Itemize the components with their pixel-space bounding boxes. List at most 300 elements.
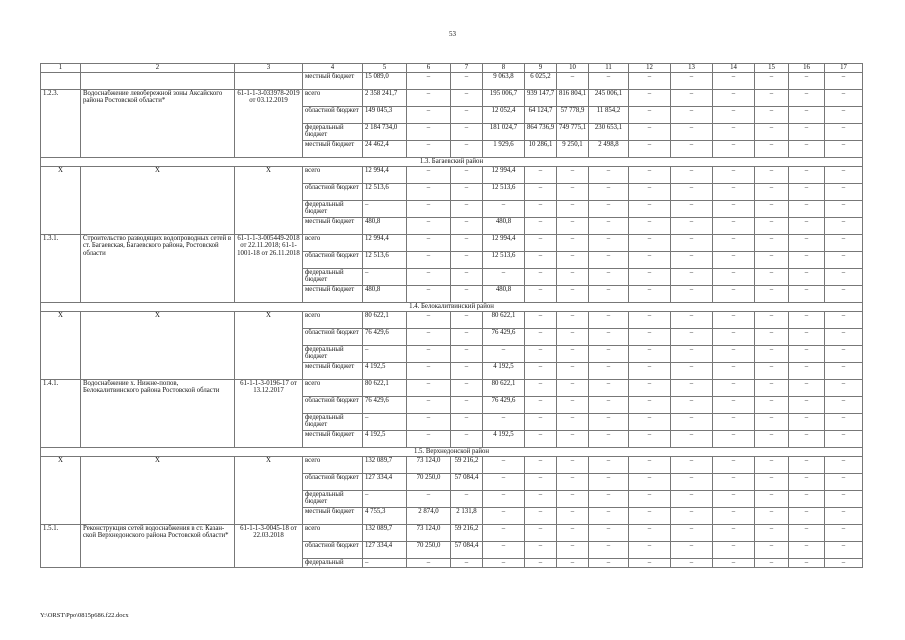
- amount-cell: –: [407, 90, 451, 107]
- amount-cell: 12 513,6: [483, 184, 525, 201]
- amount-cell: –: [451, 252, 483, 269]
- funding-source: федеральный бюджет: [303, 491, 363, 508]
- amount-cell: –: [407, 346, 451, 363]
- amount-cell: –: [713, 474, 755, 491]
- row-number: 1.4.1.: [41, 380, 81, 448]
- amount-cell: –: [589, 508, 629, 525]
- amount-cell: –: [629, 397, 671, 414]
- amount-cell: –: [789, 491, 825, 508]
- amount-cell: –: [525, 218, 557, 235]
- amount-cell: –: [713, 508, 755, 525]
- amount-cell: –: [557, 252, 589, 269]
- amount-cell: 127 334,4: [363, 542, 407, 559]
- amount-cell: 480,8: [363, 218, 407, 235]
- amount-cell: –: [629, 508, 671, 525]
- amount-cell: –: [589, 414, 629, 431]
- amount-cell: –: [557, 542, 589, 559]
- amount-cell: 11 854,2: [589, 107, 629, 124]
- amount-cell: –: [589, 235, 629, 252]
- amount-cell: –: [713, 363, 755, 380]
- amount-cell: –: [825, 329, 863, 346]
- budget-table: [40, 63, 863, 568]
- funding-source: областной бюджет: [303, 252, 363, 269]
- amount-cell: –: [451, 201, 483, 218]
- amount-cell: –: [525, 329, 557, 346]
- amount-cell: –: [671, 184, 713, 201]
- amount-cell: –: [671, 141, 713, 158]
- amount-cell: 80 622,1: [363, 380, 407, 397]
- amount-cell: –: [671, 346, 713, 363]
- amount-cell: 4 192,5: [363, 363, 407, 380]
- amount-cell: –: [755, 201, 789, 218]
- amount-cell: –: [671, 414, 713, 431]
- amount-cell: –: [525, 167, 557, 184]
- amount-cell: –: [407, 141, 451, 158]
- amount-cell: –: [589, 542, 629, 559]
- amount-cell: –: [407, 184, 451, 201]
- amount-cell: –: [557, 457, 589, 474]
- amount-cell: –: [789, 269, 825, 286]
- amount-cell: –: [789, 457, 825, 474]
- amount-cell: –: [407, 252, 451, 269]
- amount-cell: –: [557, 329, 589, 346]
- amount-cell: –: [671, 525, 713, 542]
- amount-cell: –: [451, 380, 483, 397]
- amount-cell: –: [589, 491, 629, 508]
- funding-source: областной бюджет: [303, 542, 363, 559]
- amount-cell: 816 804,1: [557, 90, 589, 107]
- amount-cell: –: [557, 346, 589, 363]
- amount-cell: –: [407, 124, 451, 141]
- amount-cell: 76 429,6: [363, 329, 407, 346]
- object-code: Х: [235, 167, 303, 235]
- amount-cell: –: [525, 397, 557, 414]
- amount-cell: –: [671, 380, 713, 397]
- amount-cell: –: [755, 235, 789, 252]
- amount-cell: –: [451, 346, 483, 363]
- object-name: Х: [81, 457, 235, 525]
- column-header: 14: [713, 64, 755, 73]
- amount-cell: –: [451, 329, 483, 346]
- amount-cell: –: [589, 431, 629, 448]
- amount-cell: 64 124,7: [525, 107, 557, 124]
- table-cell: –: [589, 73, 629, 90]
- column-header: 1: [41, 64, 81, 73]
- amount-cell: –: [755, 124, 789, 141]
- amount-cell: –: [825, 252, 863, 269]
- amount-cell: –: [363, 346, 407, 363]
- amount-cell: 480,8: [483, 218, 525, 235]
- amount-cell: –: [525, 525, 557, 542]
- amount-cell: –: [671, 201, 713, 218]
- amount-cell: –: [755, 474, 789, 491]
- amount-cell: –: [557, 474, 589, 491]
- amount-cell: –: [629, 559, 671, 568]
- amount-cell: –: [825, 167, 863, 184]
- column-header: 13: [671, 64, 713, 73]
- amount-cell: –: [363, 269, 407, 286]
- amount-cell: –: [825, 141, 863, 158]
- amount-cell: –: [713, 457, 755, 474]
- amount-cell: –: [525, 312, 557, 329]
- table-cell: –: [557, 73, 589, 90]
- amount-cell: –: [713, 124, 755, 141]
- amount-cell: 80 622,1: [483, 380, 525, 397]
- amount-cell: –: [589, 167, 629, 184]
- amount-cell: –: [671, 508, 713, 525]
- amount-cell: –: [629, 491, 671, 508]
- amount-cell: –: [557, 525, 589, 542]
- amount-cell: –: [525, 363, 557, 380]
- amount-cell: –: [713, 218, 755, 235]
- amount-cell: –: [407, 312, 451, 329]
- amount-cell: –: [671, 542, 713, 559]
- amount-cell: –: [557, 491, 589, 508]
- amount-cell: –: [755, 380, 789, 397]
- amount-cell: –: [671, 124, 713, 141]
- funding-source: местный бюджет: [303, 218, 363, 235]
- amount-cell: 939 147,7: [525, 90, 557, 107]
- funding-source: местный бюджет: [303, 431, 363, 448]
- funding-source: всего: [303, 235, 363, 252]
- amount-cell: –: [629, 201, 671, 218]
- amount-cell: –: [525, 474, 557, 491]
- amount-cell: –: [483, 201, 525, 218]
- amount-cell: –: [825, 525, 863, 542]
- amount-cell: –: [671, 90, 713, 107]
- funding-source: федеральный бюджет: [303, 346, 363, 363]
- table-row: [41, 73, 863, 90]
- amount-cell: –: [789, 201, 825, 218]
- amount-cell: –: [713, 559, 755, 568]
- amount-cell: 864 736,9: [525, 124, 557, 141]
- amount-cell: –: [407, 218, 451, 235]
- amount-cell: –: [825, 559, 863, 568]
- table-row: [41, 525, 863, 542]
- amount-cell: –: [451, 431, 483, 448]
- amount-cell: –: [451, 167, 483, 184]
- amount-cell: –: [789, 508, 825, 525]
- section-heading-row: [41, 158, 863, 167]
- amount-cell: –: [483, 508, 525, 525]
- amount-cell: –: [671, 252, 713, 269]
- funding-source: всего: [303, 457, 363, 474]
- table-cell: –: [671, 73, 713, 90]
- amount-cell: –: [557, 380, 589, 397]
- amount-cell: –: [589, 329, 629, 346]
- amount-cell: –: [451, 184, 483, 201]
- amount-cell: –: [755, 312, 789, 329]
- amount-cell: –: [407, 329, 451, 346]
- amount-cell: –: [451, 107, 483, 124]
- amount-cell: –: [671, 329, 713, 346]
- amount-cell: –: [407, 431, 451, 448]
- object-name: Водоснабжение х. Нижне-попов, Белокалитвинского района Ростовской области: [81, 380, 235, 448]
- amount-cell: –: [407, 201, 451, 218]
- amount-cell: –: [671, 431, 713, 448]
- column-header: 17: [825, 64, 863, 73]
- amount-cell: –: [671, 218, 713, 235]
- amount-cell: –: [525, 252, 557, 269]
- table-cell: –: [755, 73, 789, 90]
- amount-cell: –: [589, 286, 629, 303]
- amount-cell: –: [525, 235, 557, 252]
- amount-cell: –: [713, 167, 755, 184]
- amount-cell: –: [451, 90, 483, 107]
- amount-cell: –: [713, 329, 755, 346]
- amount-cell: –: [407, 380, 451, 397]
- amount-cell: –: [713, 312, 755, 329]
- amount-cell: –: [825, 201, 863, 218]
- amount-cell: –: [713, 431, 755, 448]
- amount-cell: –: [483, 269, 525, 286]
- amount-cell: 4 192,5: [483, 431, 525, 448]
- amount-cell: –: [825, 235, 863, 252]
- amount-cell: 230 653,1: [589, 124, 629, 141]
- amount-cell: –: [789, 542, 825, 559]
- amount-cell: –: [671, 269, 713, 286]
- amount-cell: 2 131,8: [451, 508, 483, 525]
- table-row: [41, 380, 863, 397]
- column-header: 8: [483, 64, 525, 73]
- amount-cell: –: [629, 329, 671, 346]
- amount-cell: –: [525, 431, 557, 448]
- amount-cell: –: [451, 397, 483, 414]
- amount-cell: –: [525, 286, 557, 303]
- object-name: Строительство разводящих водопроводных сетей в ст. Багаевская, Багаевского района, Ростовской области: [81, 235, 235, 303]
- amount-cell: –: [629, 235, 671, 252]
- amount-cell: –: [671, 286, 713, 303]
- amount-cell: –: [525, 414, 557, 431]
- amount-cell: –: [629, 474, 671, 491]
- amount-cell: –: [589, 380, 629, 397]
- amount-cell: –: [525, 559, 557, 568]
- amount-cell: –: [825, 397, 863, 414]
- table-cell: 15 089,0: [363, 73, 407, 90]
- amount-cell: –: [589, 457, 629, 474]
- amount-cell: –: [557, 184, 589, 201]
- funding-source: местный бюджет: [303, 508, 363, 525]
- amount-cell: 749 775,1: [557, 124, 589, 141]
- object-name: Водоснабжение левобережной зоны Аксайского района Ростовской области*: [81, 90, 235, 158]
- amount-cell: –: [713, 235, 755, 252]
- table-cell: [81, 73, 235, 90]
- amount-cell: –: [451, 286, 483, 303]
- amount-cell: –: [525, 508, 557, 525]
- amount-cell: 2 874,0: [407, 508, 451, 525]
- funding-source: всего: [303, 167, 363, 184]
- amount-cell: 12 513,6: [363, 184, 407, 201]
- amount-cell: –: [671, 474, 713, 491]
- amount-cell: –: [825, 431, 863, 448]
- amount-cell: –: [825, 380, 863, 397]
- header-row: [41, 64, 863, 73]
- table-cell: –: [789, 73, 825, 90]
- amount-cell: –: [789, 380, 825, 397]
- amount-cell: –: [755, 525, 789, 542]
- amount-cell: 149 045,3: [363, 107, 407, 124]
- amount-cell: –: [363, 201, 407, 218]
- amount-cell: –: [755, 363, 789, 380]
- funding-source: местный бюджет: [303, 363, 363, 380]
- column-header: 15: [755, 64, 789, 73]
- amount-cell: –: [789, 167, 825, 184]
- row-number: Х: [41, 312, 81, 380]
- amount-cell: –: [713, 380, 755, 397]
- amount-cell: –: [755, 141, 789, 158]
- amount-cell: –: [755, 184, 789, 201]
- amount-cell: –: [557, 235, 589, 252]
- amount-cell: 12 513,6: [483, 252, 525, 269]
- funding-source: федеральный бюджет: [303, 414, 363, 431]
- amount-cell: –: [525, 380, 557, 397]
- amount-cell: 12 994,4: [363, 167, 407, 184]
- amount-cell: –: [483, 542, 525, 559]
- amount-cell: –: [789, 525, 825, 542]
- amount-cell: –: [789, 329, 825, 346]
- column-header: 12: [629, 64, 671, 73]
- amount-cell: –: [713, 286, 755, 303]
- object-code: 61-1-1-3-005449-2018 от 22.11.2018; 61-1-1001-18 от 26.11.2018: [235, 235, 303, 303]
- amount-cell: –: [629, 542, 671, 559]
- amount-cell: –: [825, 90, 863, 107]
- amount-cell: 12 994,4: [483, 167, 525, 184]
- column-header: 5: [363, 64, 407, 73]
- amount-cell: –: [825, 286, 863, 303]
- table-row: [41, 90, 863, 107]
- amount-cell: –: [755, 269, 789, 286]
- amount-cell: –: [407, 167, 451, 184]
- section-heading-row: [41, 303, 863, 312]
- amount-cell: –: [629, 167, 671, 184]
- table-cell: [41, 73, 81, 90]
- amount-cell: –: [789, 235, 825, 252]
- amount-cell: –: [755, 457, 789, 474]
- amount-cell: –: [713, 184, 755, 201]
- amount-cell: –: [671, 107, 713, 124]
- funding-source: областной бюджет: [303, 397, 363, 414]
- amount-cell: –: [789, 414, 825, 431]
- amount-cell: –: [557, 218, 589, 235]
- amount-cell: –: [525, 491, 557, 508]
- amount-cell: –: [713, 252, 755, 269]
- amount-cell: –: [407, 414, 451, 431]
- amount-cell: –: [451, 218, 483, 235]
- amount-cell: –: [451, 491, 483, 508]
- amount-cell: –: [629, 218, 671, 235]
- amount-cell: –: [557, 559, 589, 568]
- amount-cell: –: [629, 346, 671, 363]
- funding-source: всего: [303, 90, 363, 107]
- amount-cell: –: [789, 363, 825, 380]
- funding-source: местный бюджет: [303, 141, 363, 158]
- amount-cell: –: [407, 269, 451, 286]
- column-header: 10: [557, 64, 589, 73]
- amount-cell: –: [589, 397, 629, 414]
- funding-source: федеральный бюджет: [303, 269, 363, 286]
- object-name: Х: [81, 167, 235, 235]
- amount-cell: –: [557, 508, 589, 525]
- amount-cell: –: [713, 269, 755, 286]
- amount-cell: 480,8: [363, 286, 407, 303]
- amount-cell: –: [755, 346, 789, 363]
- amount-cell: 4 755,3: [363, 508, 407, 525]
- section-title: 1.5. Верхнедонской район: [41, 448, 863, 457]
- amount-cell: 57 084,4: [451, 542, 483, 559]
- amount-cell: –: [671, 457, 713, 474]
- table-cell: –: [713, 73, 755, 90]
- amount-cell: –: [713, 491, 755, 508]
- funding-source: местный бюджет: [303, 286, 363, 303]
- amount-cell: –: [825, 269, 863, 286]
- amount-cell: –: [629, 380, 671, 397]
- amount-cell: –: [671, 235, 713, 252]
- amount-cell: –: [671, 363, 713, 380]
- column-header: 16: [789, 64, 825, 73]
- amount-cell: 70 250,0: [407, 542, 451, 559]
- section-heading-row: [41, 448, 863, 457]
- amount-cell: –: [363, 559, 407, 568]
- amount-cell: –: [713, 141, 755, 158]
- amount-cell: –: [789, 124, 825, 141]
- amount-cell: –: [671, 491, 713, 508]
- amount-cell: –: [755, 107, 789, 124]
- amount-cell: –: [789, 346, 825, 363]
- amount-cell: –: [755, 286, 789, 303]
- amount-cell: –: [557, 312, 589, 329]
- amount-cell: –: [557, 397, 589, 414]
- amount-cell: 70 250,0: [407, 474, 451, 491]
- amount-cell: –: [451, 235, 483, 252]
- amount-cell: –: [789, 90, 825, 107]
- table-cell: [235, 73, 303, 90]
- amount-cell: –: [789, 474, 825, 491]
- column-header: 3: [235, 64, 303, 73]
- amount-cell: –: [557, 201, 589, 218]
- amount-cell: 12 994,4: [363, 235, 407, 252]
- amount-cell: –: [557, 363, 589, 380]
- table-row: [41, 457, 863, 474]
- amount-cell: –: [825, 457, 863, 474]
- amount-cell: –: [589, 474, 629, 491]
- object-code: 61-1-1-3-033978-2019 от 03.12.2019: [235, 90, 303, 158]
- amount-cell: –: [483, 559, 525, 568]
- amount-cell: –: [713, 397, 755, 414]
- section-title: 1.4. Белокалитвинский район: [41, 303, 863, 312]
- amount-cell: –: [629, 431, 671, 448]
- amount-cell: –: [589, 269, 629, 286]
- amount-cell: –: [589, 218, 629, 235]
- funding-source: федеральный: [303, 559, 363, 568]
- amount-cell: –: [755, 508, 789, 525]
- amount-cell: –: [407, 286, 451, 303]
- column-header: 7: [451, 64, 483, 73]
- amount-cell: 181 024,7: [483, 124, 525, 141]
- amount-cell: –: [755, 559, 789, 568]
- amount-cell: –: [407, 397, 451, 414]
- amount-cell: –: [789, 141, 825, 158]
- amount-cell: –: [451, 312, 483, 329]
- amount-cell: –: [451, 141, 483, 158]
- amount-cell: –: [525, 457, 557, 474]
- column-header: 6: [407, 64, 451, 73]
- column-header: 11: [589, 64, 629, 73]
- amount-cell: –: [557, 286, 589, 303]
- table-row: [41, 235, 863, 252]
- amount-cell: –: [557, 431, 589, 448]
- funding-source: областной бюджет: [303, 184, 363, 201]
- amount-cell: –: [825, 312, 863, 329]
